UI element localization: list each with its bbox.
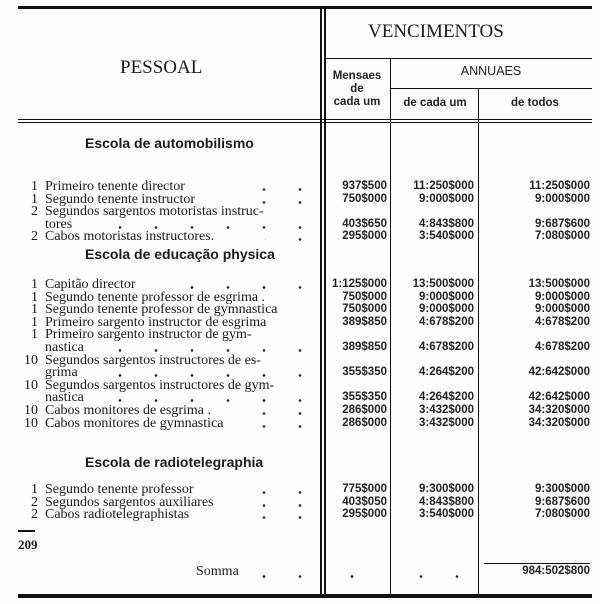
row-description-line: Cabos radiotelegraphistas	[45, 507, 190, 523]
row-annual-each: 3:540$000	[419, 508, 474, 521]
row-annual-all: 42:642$000	[528, 391, 590, 404]
row-description-line: Segundo tenente professor	[45, 482, 194, 497]
row-count: 10	[24, 352, 38, 368]
leader-dots	[265, 238, 318, 241]
column-divider-double-a	[320, 9, 322, 594]
row-annual-all: 7:080$000	[535, 230, 590, 243]
row-description-line: Segundo tenente professor de gymnastica	[45, 302, 278, 318]
row-description-line: Cabos monitores de gymnastica	[45, 415, 224, 431]
leader-dots	[258, 425, 318, 428]
row-count: 2	[31, 204, 38, 220]
row-monthly: 389$850	[342, 341, 387, 353]
row-annual-each: 4:264$200	[419, 391, 474, 404]
row-annual-each: 9:000$000	[419, 303, 474, 316]
row-annual-all: 9:000$000	[535, 290, 590, 303]
row-annual-each: 9:300$000	[419, 483, 474, 495]
row-annual-all: 42:642$000	[528, 366, 590, 379]
header-bottom-rule-2	[18, 122, 592, 123]
sum-total: 984:502$800	[522, 565, 590, 577]
row-monthly: 389$850	[342, 315, 387, 328]
row-annual-all: 4:678$200	[535, 341, 590, 353]
sum-line	[484, 563, 590, 564]
header-line-annual	[390, 88, 592, 89]
row-monthly: 295$000	[342, 230, 387, 243]
row-count: 10	[24, 403, 38, 418]
row-description-line: Segundos sargentos motoristas instruc-	[45, 204, 264, 220]
row-count: 1	[31, 191, 38, 207]
row-annual-each: 4:678$200	[419, 341, 474, 353]
row-count: 1	[31, 179, 38, 194]
row-description-line: tores	[45, 216, 73, 232]
leader-dots	[167, 286, 318, 289]
row-description-line: Segundos sargentos instructores de es-	[45, 352, 261, 368]
row-description-line: Cabos monitores de esgrima .	[45, 403, 212, 418]
header-personnel: PESSOAL	[120, 57, 203, 78]
row-monthly: 750$000	[342, 192, 387, 205]
sum-leader-dots	[250, 575, 318, 578]
total-count: 209	[18, 537, 38, 552]
bottom-rule	[18, 594, 592, 598]
row-count: 1	[31, 327, 38, 343]
row-annual-each: 4:843$800	[419, 217, 474, 230]
row-annual-each: 4:843$800	[419, 495, 474, 508]
row-monthly: 403$050	[342, 495, 387, 508]
row-annual-all: 34:320$000	[528, 416, 590, 429]
column-divider-monthly	[390, 58, 391, 594]
leader-dots	[230, 188, 318, 191]
row-description-line: Primeiro sargento instructor de gym-	[45, 327, 252, 343]
row-count: 10	[24, 377, 38, 393]
row-description-line: Segundos sargentos instructores de gym-	[45, 377, 275, 393]
row-monthly: 286$000	[342, 416, 387, 429]
row-annual-all: 4:678$200	[535, 315, 590, 328]
row-monthly: 355$350	[342, 391, 387, 404]
row-monthly: 286$000	[342, 404, 387, 416]
row-count: 1	[31, 277, 38, 292]
row-count: 1	[31, 482, 38, 497]
row-annual-all: 9:687$600	[535, 495, 590, 508]
row-annual-each: 4:678$200	[419, 315, 474, 328]
row-monthly: 1:125$000	[332, 278, 387, 290]
row-monthly: 295$000	[342, 508, 387, 521]
row-description-line: Primeiro tenente director	[45, 179, 185, 194]
row-annual-each: 9:000$000	[419, 192, 474, 205]
row-monthly: 403$650	[342, 217, 387, 230]
row-description-line: grima	[45, 365, 78, 381]
leader-dots	[237, 201, 318, 204]
row-annual-each: 9:000$000	[419, 290, 474, 303]
row-annual-each: 13:500$000	[412, 278, 474, 290]
row-annual-each: 3:432$000	[419, 404, 474, 416]
row-description-line: Segundo tenente instructor	[45, 191, 196, 207]
sum-leader-dots-monthly	[340, 575, 370, 578]
row-monthly: 937$500	[342, 180, 387, 192]
row-description-line: nastica	[45, 390, 84, 406]
row-annual-all: 11:250$000	[529, 180, 590, 192]
header-salaries: VENCIMENTOS	[368, 21, 504, 42]
row-count: 10	[24, 415, 38, 431]
row-count: 1	[31, 302, 38, 318]
leader-dots	[104, 349, 318, 352]
row-annual-all: 9:300$000	[535, 483, 590, 495]
top-rule	[18, 6, 592, 9]
row-description-line: nastica	[45, 340, 84, 355]
header-line-salaries	[324, 58, 592, 59]
row-count: 1	[31, 314, 38, 330]
row-description-line: Segundos sargentos auxiliares	[45, 494, 214, 510]
row-description-line: Segundo tenente professor de esgrima .	[45, 289, 266, 305]
row-annual-all: 9:000$000	[535, 303, 590, 316]
row-monthly: 355$350	[342, 366, 387, 379]
header-annual: ANNUAES	[460, 64, 522, 78]
row-description-line: Primeiro sargento instructor de esgrima	[45, 314, 267, 330]
leader-dots	[90, 374, 318, 377]
sum-leader-dots-annual	[395, 575, 475, 578]
row-annual-all: 9:687$600	[535, 217, 590, 230]
row-monthly: 775$000	[342, 483, 387, 495]
row-count: 2	[31, 507, 38, 523]
leader-dots	[230, 516, 318, 519]
row-annual-all: 9:000$000	[535, 192, 590, 205]
leader-dots	[90, 226, 318, 229]
row-annual-each: 11:250$000	[413, 180, 474, 192]
section-title: Escola de automobilismo	[85, 135, 254, 151]
row-annual-each: 3:432$000	[419, 416, 474, 429]
section-title: Escola de radiotelegraphia	[85, 454, 264, 470]
row-monthly: 750$000	[342, 290, 387, 303]
row-count: 2	[31, 229, 38, 245]
header-monthly-3: cada um	[333, 96, 381, 108]
row-count: 1	[31, 289, 38, 305]
count-underline	[18, 530, 35, 532]
row-annual-each: 4:264$200	[419, 366, 474, 379]
header-monthly-2: de	[350, 83, 364, 95]
leader-dots	[104, 399, 318, 402]
row-count: 2	[31, 494, 38, 510]
leader-dots	[251, 412, 318, 415]
header-monthly-1: Mensaes	[332, 70, 382, 82]
row-annual-each: 3:540$000	[419, 230, 474, 243]
column-divider-annual	[478, 88, 479, 594]
row-description-line: Capitão director	[45, 277, 136, 292]
header-bottom-rule	[18, 119, 592, 120]
row-annual-all: 7:080$000	[535, 508, 590, 521]
leader-dots	[258, 504, 318, 507]
section-title: Escola de educação physica	[85, 246, 275, 262]
row-description-line: Cabos motoristas instructores.	[45, 229, 215, 245]
leader-dots	[230, 491, 318, 494]
header-annual-all: de todos	[511, 97, 559, 109]
sum-label: Somma	[196, 564, 239, 579]
row-monthly: 750$000	[342, 303, 387, 316]
row-annual-all: 34:320$000	[528, 404, 590, 416]
header-annual-each: de cada um	[403, 97, 467, 109]
row-annual-all: 13:500$000	[528, 278, 590, 290]
